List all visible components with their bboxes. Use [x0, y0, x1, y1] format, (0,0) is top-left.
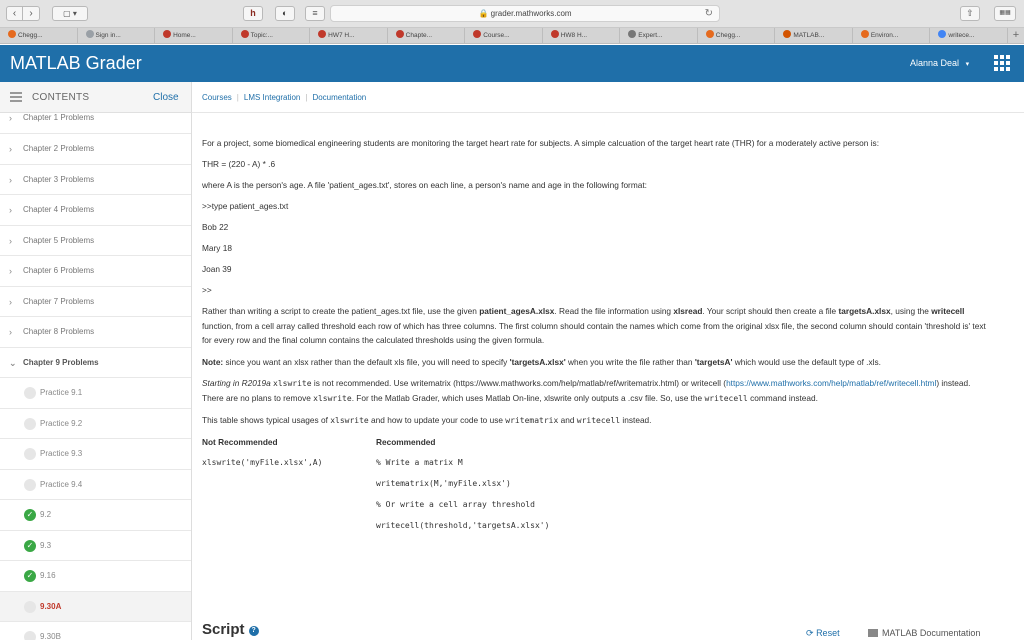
favicon-icon: [551, 30, 559, 38]
text-span: instead.: [620, 414, 652, 425]
browser-tab-label: HW7 H...: [328, 32, 355, 39]
apps-grid-icon[interactable]: [994, 55, 1010, 71]
check-icon: ✓: [24, 509, 36, 521]
extension-icon[interactable]: h: [243, 6, 263, 21]
status-circle-icon: [24, 601, 36, 613]
sidebar-problem-label: Practice 9.4: [40, 479, 83, 489]
table-spacer: [202, 498, 376, 512]
browser-tab[interactable]: [0, 28, 78, 43]
text-span: xlsread: [673, 306, 703, 316]
new-code-line-3: % Or write a cell array threshold: [376, 499, 535, 509]
script-heading: [202, 621, 259, 638]
browser-toolbar: [0, 0, 1024, 28]
favicon-icon: [396, 30, 404, 38]
code-span: xlswrite: [313, 393, 352, 403]
browser-tab-label: Sign in...: [95, 32, 121, 39]
sidebar-chapter-label: Chapter 6 Problems: [23, 266, 95, 275]
old-code-cell: xlswrite('myFile.xlsx',A): [202, 457, 323, 467]
favicon-icon: [8, 30, 16, 38]
share-icon[interactable]: ⇧: [960, 6, 980, 21]
browser-tab-label: Environ...: [870, 32, 899, 39]
reset-button[interactable]: [806, 628, 840, 639]
favicon-icon: [163, 30, 171, 38]
sidebar-problem-label: 9.16: [40, 571, 56, 580]
sidebar-chapter[interactable]: [0, 195, 191, 226]
browser-tab-label: Home...: [173, 32, 196, 39]
matlab-documentation-link[interactable]: [868, 628, 980, 638]
sidebar-problem-item[interactable]: [0, 470, 191, 501]
prompt-text: >>: [202, 285, 212, 295]
nav-buttons: [6, 6, 40, 21]
writecell-doc-link[interactable]: https://www.mathworks.com/help/matlab/ref/writecell.html: [726, 377, 937, 388]
text-span: , using the: [890, 306, 932, 316]
status-circle-icon: [24, 418, 36, 430]
app-title: MATLAB Grader: [10, 53, 142, 73]
browser-tab-label: Chapte...: [405, 32, 433, 39]
browser-tab-label: Topic:...: [250, 32, 273, 39]
forward-icon[interactable]: ›: [23, 6, 40, 21]
menu-icon[interactable]: [10, 92, 22, 102]
text-span: Rather than writing a script to create the patient_ages.txt file, use the given: [202, 306, 480, 316]
status-circle-icon: [24, 387, 36, 399]
user-menu[interactable]: [910, 58, 969, 68]
sidebar-chapter-open[interactable]: [0, 348, 191, 379]
tabs-overview-icon[interactable]: ▦▦: [994, 6, 1016, 21]
intro-text: For a project, some biomedical engineering students are monitoring the target heart rate for subjects. A simple calcuation of the target heart rate (THR) for a moderately active person is:: [202, 138, 879, 148]
sidebar-problem-item[interactable]: [0, 378, 191, 409]
close-sidebar-link[interactable]: Close: [153, 92, 179, 103]
browser-tab[interactable]: [775, 28, 853, 43]
privacy-icon[interactable]: ◐: [275, 6, 295, 21]
text-span: targetsA.xlsx: [838, 306, 891, 316]
instructions-paragraph: [202, 304, 992, 348]
text-span: which would use the default type of .xls.: [732, 356, 881, 367]
code-span: writecell: [576, 415, 621, 425]
formula-text: THR = (220 - A) * .6: [202, 159, 276, 169]
deprecation-paragraph: [202, 376, 992, 406]
lms-integration-link[interactable]: LMS Integration: [243, 93, 301, 102]
text-span: is not recommended. Use writematrix (https://www.mathworks.com/help/matlab/ref/writematrix.html) or writecell (: [311, 377, 727, 388]
sidebar-chapter-label: Chapter 7 Problems: [23, 296, 95, 306]
favicon-icon: [861, 30, 869, 38]
url-text: grader.mathworks.com: [490, 9, 572, 18]
file-line-2: Mary 18: [202, 243, 232, 253]
chevron-down-icon: ⌄: [9, 357, 17, 368]
favicon-icon: [473, 30, 481, 38]
sidebar-chapter[interactable]: [0, 317, 191, 348]
browser-tab[interactable]: [543, 28, 621, 43]
sidebar-chapter[interactable]: [0, 256, 191, 287]
lock-icon: 🔒: [478, 9, 489, 18]
text-span: writecell: [931, 306, 965, 316]
browser-tab-label: MATLAB...: [793, 32, 825, 39]
sidebar-chapter-label: Chapter 9 Problems: [23, 357, 99, 367]
text-span: when you write the file rather than: [565, 356, 695, 367]
address-bar[interactable]: [330, 5, 720, 22]
favicon-icon: [783, 30, 791, 38]
browser-tab[interactable]: [78, 28, 156, 43]
text-span: Starting in R2019a: [202, 377, 274, 388]
chevron-down-icon: ▾: [965, 61, 970, 68]
documentation-link[interactable]: Documentation: [312, 93, 367, 102]
back-icon[interactable]: ‹: [6, 6, 23, 21]
code-span: writecell: [704, 393, 748, 403]
chevron-right-icon: ›: [9, 235, 12, 246]
sidebar-chapter[interactable]: [0, 287, 191, 318]
status-circle-icon: [24, 479, 36, 491]
browser-tab-bar: [0, 28, 1024, 44]
browser-tab-label: Expert...: [638, 32, 663, 39]
chevron-right-icon: ›: [9, 113, 12, 123]
favicon-icon: [86, 30, 94, 38]
documentation-icon: [868, 629, 878, 637]
text-span: 'targetsA.xlsx': [509, 356, 566, 367]
favicon-icon: [241, 30, 249, 38]
table-spacer: [202, 477, 376, 491]
browser-tab[interactable]: [233, 28, 311, 43]
new-tab-icon[interactable]: +: [1012, 29, 1020, 41]
browser-tab-label: Chegg...: [18, 32, 43, 39]
note-label: Note:: [202, 356, 224, 367]
table-header-recommended: Recommended: [376, 436, 436, 447]
text-span: function, from a cell array called threshold each row of which has three columns. The first column should contain the names which come from the original xlsx file, the second column should contain 'threshold is' text for every row and the final column contains the calculated thresholds using the given formula.: [202, 320, 986, 345]
text-span: and how to update your code to use: [368, 414, 506, 425]
sidebar-chapter[interactable]: [0, 226, 191, 257]
text-span: ) instead. There are no plans to remove: [202, 377, 971, 403]
app-header: [0, 45, 1024, 82]
sidebar-problem-label: 9.30B: [40, 632, 61, 640]
table-spacer: [202, 519, 376, 533]
table-intro: [202, 413, 992, 428]
browser-tab[interactable]: [155, 28, 233, 43]
reader-icon[interactable]: ≡: [305, 6, 325, 21]
text-span: . Read the file information using: [554, 306, 674, 316]
browser-tab[interactable]: [853, 28, 931, 43]
script-title: Script: [202, 621, 245, 638]
text-span: and: [558, 414, 577, 425]
sidebar-problem-label: 9.30A: [40, 601, 62, 611]
sidebar-chapter-label: Chapter 3 Problems: [23, 174, 95, 184]
status-circle-icon: [24, 448, 36, 460]
new-code-line-4: writecell(threshold,'targetsA.xlsx'): [376, 520, 550, 530]
chevron-right-icon: ›: [9, 327, 12, 337]
sidebar-problem-label: Practice 9.1: [40, 388, 83, 397]
code-span: writematrix: [505, 415, 559, 425]
new-code-line-2: writematrix(M,'myFile.xlsx'): [376, 478, 511, 488]
browser-tab[interactable]: [698, 28, 776, 43]
text-span: . For the Matlab Grader, which uses Matlab On-line, xlswrite only outputs a .csv file. So, use the: [351, 392, 705, 403]
documentation-label: MATLAB Documentation: [882, 628, 981, 638]
user-name: Alanna Deal: [910, 58, 960, 68]
sidebar-problem-item[interactable]: [0, 439, 191, 470]
separator: |: [236, 93, 239, 102]
text-span: . Your script should then create a file: [702, 306, 839, 316]
reset-label: Reset: [816, 628, 840, 638]
browser-tab-label: HW8 H...: [560, 32, 588, 39]
sidebar-chapter-label: Chapter 5 Problems: [23, 235, 95, 245]
sidebar-problem-label: Practice 9.3: [40, 449, 83, 458]
sidebar-problem-item[interactable]: [0, 409, 191, 440]
sidebar-chapter[interactable]: [0, 134, 191, 165]
text-span: 'targetsA': [694, 356, 733, 367]
reset-icon: ⟳: [806, 628, 814, 638]
browser-tab-label: Chegg...: [715, 32, 741, 39]
text-span: This table shows typical usages of: [202, 414, 331, 425]
text-span: since you want an xlsx rather than the default xls file, you will need to specify: [223, 356, 510, 367]
where-text: where A is the person's age. A file 'patient_ages.txt', stores on each line, a person's name and age in the following format:: [202, 180, 647, 190]
code-span: xlswrite: [330, 415, 369, 425]
problem-description: [202, 136, 992, 533]
top-navigation: [192, 82, 1024, 113]
reload-icon[interactable]: ↻: [704, 8, 713, 19]
note-paragraph: [202, 355, 992, 369]
favicon-icon: [938, 30, 946, 38]
file-line-3: Joan 39: [202, 264, 232, 274]
browser-tab[interactable]: [388, 28, 466, 43]
separator: |: [305, 93, 308, 102]
file-line-1: Bob 22: [202, 222, 229, 232]
favicon-icon: [628, 30, 636, 38]
chevron-right-icon: ›: [9, 174, 12, 185]
sidebar-chapter[interactable]: [0, 113, 191, 134]
chevron-right-icon: ›: [9, 266, 12, 276]
text-span: command instead.: [747, 392, 818, 403]
browser-tab-label: Course...: [483, 32, 510, 39]
status-circle-icon: [24, 631, 36, 640]
sidebar-chapter[interactable]: [0, 165, 191, 196]
browser-tab[interactable]: [310, 28, 388, 43]
browser-tab[interactable]: [465, 28, 543, 43]
chevron-right-icon: ›: [9, 296, 12, 307]
sidebar-problem-item[interactable]: [0, 531, 191, 562]
sidebar-problem-label: 9.2: [40, 510, 52, 519]
command-text: >>type patient_ages.txt: [202, 201, 289, 211]
sidebar-chapter-label: Chapter 4 Problems: [23, 205, 95, 214]
usage-table: [202, 435, 992, 533]
courses-link[interactable]: Courses: [202, 93, 232, 102]
sidebar-problem-item[interactable]: [0, 592, 191, 623]
table-header-not-recommended: Not Recommended: [202, 436, 278, 447]
browser-tab-label: writece...: [948, 32, 975, 39]
contents-sidebar: [0, 113, 192, 640]
sidebar-chapter-label: Chapter 8 Problems: [23, 327, 95, 336]
sidebar-toggle-icon[interactable]: ▢ ▾: [52, 6, 88, 21]
text-span: patient_agesA.xlsx: [479, 306, 555, 316]
sidebar-problem-label: 9.3: [40, 540, 52, 550]
browser-tab[interactable]: [620, 28, 698, 43]
chevron-right-icon: ›: [9, 144, 12, 154]
sidebar-problem-item[interactable]: [0, 500, 191, 531]
favicon-icon: [706, 30, 714, 38]
sidebar-problem-label: Practice 9.2: [40, 418, 83, 428]
new-code-line-1: % Write a matrix M: [376, 457, 463, 467]
sidebar-problem-item[interactable]: [0, 622, 191, 640]
sidebar-chapter-label: Chapter 2 Problems: [23, 144, 95, 153]
check-icon: ✓: [24, 570, 36, 582]
contents-header: [0, 82, 192, 113]
favicon-icon: [318, 30, 326, 38]
sidebar-chapter-label: Chapter 1 Problems: [23, 113, 95, 122]
code-span: xlswrite: [273, 378, 312, 388]
check-icon: ✓: [24, 540, 36, 552]
browser-tab[interactable]: [930, 28, 1008, 43]
sidebar-problem-item[interactable]: [0, 561, 191, 592]
contents-label: CONTENTS: [32, 92, 90, 103]
chevron-right-icon: ›: [9, 205, 12, 215]
help-icon[interactable]: ?: [249, 626, 259, 636]
